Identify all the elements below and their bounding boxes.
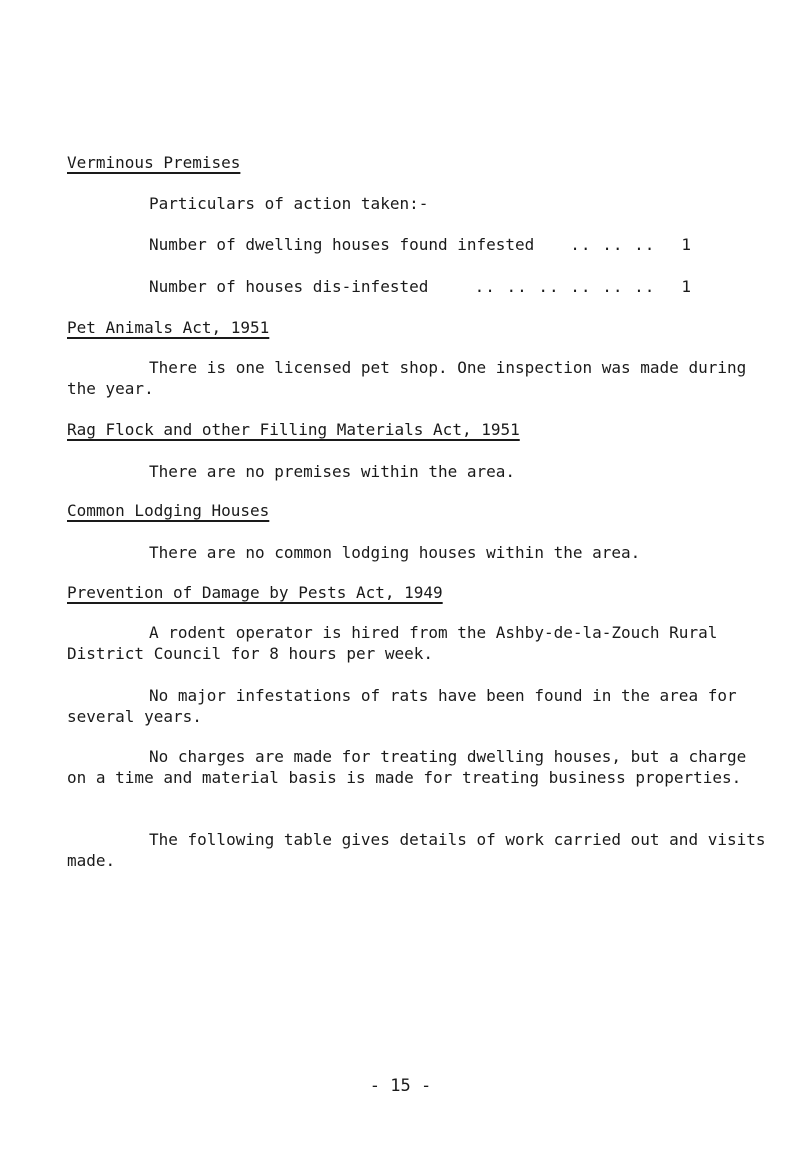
rag-flock-text: There are no premises within the area. — [149, 462, 516, 481]
row-label: Number of dwelling houses found infested — [149, 235, 535, 254]
pests-paragraph-4: The following table gives details of work carried out and visits made. — [67, 830, 766, 870]
dot-leader: .. .. .. .. .. .. — [474, 277, 656, 296]
heading-common-lodging-houses: Common Lodging Houses — [67, 501, 270, 520]
particulars-intro: Particulars of action taken:- — [149, 194, 429, 213]
common-lodging-text: There are no common lodging houses within the area. — [149, 543, 641, 562]
row-dwelling-houses-infested — [149, 235, 691, 254]
pests-paragraph-1: A rodent operator is hired from the Ashby-de-la-Zouch Rural District Council for 8 hours per week. — [67, 623, 718, 663]
pests-paragraph-3: No charges are made for treating dwelling houses, but a charge on a time and material basis is made for treating business properties. — [67, 747, 747, 787]
pet-animals-text: There is one licensed pet shop. One inspection was made during the year. — [67, 358, 747, 398]
heading-prevention-of-damage-act: Prevention of Damage by Pests Act, 1949 — [67, 583, 443, 602]
page-number: - 15 - — [369, 1076, 432, 1096]
row-value: 1 — [681, 235, 691, 254]
heading-pet-animals-act: Pet Animals Act, 1951 — [67, 318, 270, 337]
pests-paragraph-2: No major infestations of rats have been found in the area for several years. — [67, 686, 737, 726]
row-value: 1 — [681, 277, 691, 296]
row-houses-disinfested — [149, 277, 691, 296]
dot-leader: .. .. .. — [570, 235, 656, 254]
heading-rag-flock-act: Rag Flock and other Filling Materials Act, 1951 — [67, 420, 520, 439]
row-label: Number of houses dis-infested — [149, 277, 429, 296]
heading-verminous-premises: Verminous Premises — [67, 153, 241, 172]
